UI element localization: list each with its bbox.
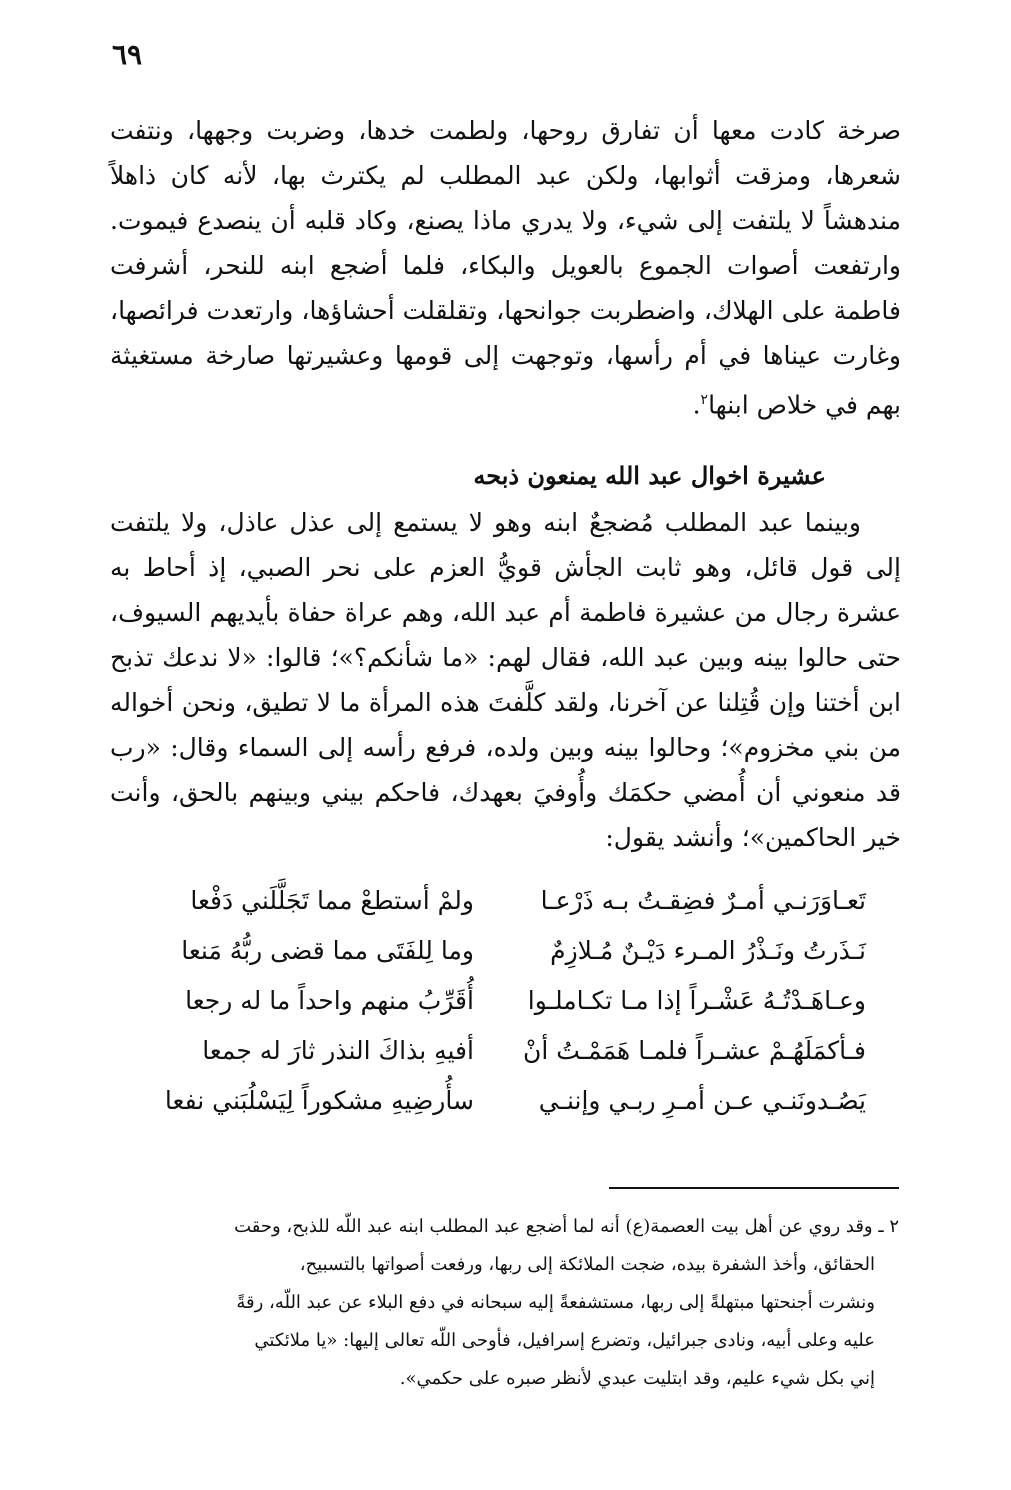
poem-verse xyxy=(140,876,866,926)
poem-verse xyxy=(140,926,866,976)
footnote-line: عليه وعلى أبيه، ونادى جبرائيل، وتضرع إسرافيل، فأوحى اللّه تعالى إليها: «يا ملائكتي xyxy=(254,1330,875,1351)
footnote xyxy=(110,1208,899,1398)
page-number: ٦٩ xyxy=(112,38,143,71)
poem-hemistich-second: ولمْ أستطعْ مما تَجَلَّلَني دَفْعا xyxy=(190,886,474,915)
poem-verse xyxy=(140,976,866,1026)
poem-hemistich-second: أُقَرِّبُ منهم واحداً ما له رجعا xyxy=(185,986,474,1015)
poem-hemistich-second: سأُرضِيهِ مشكوراً لِيَسْلُبَني نفعا xyxy=(164,1086,474,1115)
paragraph-2: وبينما عبد المطلب مُضجعٌ ابنه وهو لا يستمع إلى عذل عاذل، ولا يلتفت إلى قول قائل، وهو ثابت الجأش قويُّ العزم على نحر الصبي، إذ أحاط به عشرة رجال من عشيرة فاطمة أم عبد الله، وهم عراة حفاة بأيديهم السيوف، حتى حالوا بينه وبين عبد الله، فقال لهم: «ما شأنكم؟»؛ قالوا: «لا ندعك تذبح ابن أختنا وإن قُتِلنا عن آخرنا، ولقد كلَّفتَ هذه المرأة ما لا تطيق، ونحن أخواله من بني مخزوم»؛ وحالوا بينه وبين ولده، فرفع رأسه إلى السماء وقال: «رب قد منعوني أن أُمضي حكمَك وأُوفيَ بعهدك، فاحكم بيني وبينهم بالحق، وأنت خير الحاكمين»؛ وأنشد يقول: xyxy=(110,508,901,852)
footnote-divider xyxy=(609,1187,899,1189)
poem-verse xyxy=(140,1026,866,1076)
footnote-line: ونشرت أجنحتها مبتهلةً إلى ربها، مستشفعةً إليه سبحانه في دفع البلاء عن عبد اللّه، رقةً xyxy=(236,1292,875,1313)
footnote-reference: ٢ xyxy=(700,392,709,408)
footnote-line: الحقائق، وأخذ الشفرة بيده، ضجت الملائكة إلى ربها، ورفعت أصواتها بالتسبيح، xyxy=(299,1254,875,1275)
poem-hemistich-first: يَصُـدونَنـي عـن أمـرِ ربـي وإننـي xyxy=(538,1086,866,1115)
poem-hemistich-first: فـأكمَلَهُـمْ عشـراً فلمـا هَمَمْـتُ أنْ xyxy=(523,1036,866,1065)
poem-verse xyxy=(140,1076,866,1126)
footnote-line: ٢ ـ وقد روي عن أهل بيت العصمة(ع) أنه لما أضجع عبد المطلب ابنه عبد اللّه للذبح، وحقت xyxy=(234,1216,899,1237)
poem-hemistich-first: تَعـاوَرَنـي أمـرٌ فضِقـتُ بـه ذَرْعـا xyxy=(540,886,866,915)
poem-hemistich-second: أفيهِ بذاكَ النذر ثارَ له جمعا xyxy=(202,1036,474,1065)
section-heading: عشيرة اخوال عبد الله يمنعون ذبحه xyxy=(473,461,826,490)
poem-hemistich-first: وعـاهَـدْتُـهُ عَشْـراً إذا مـا تكـاملـوا xyxy=(527,986,866,1015)
paragraph-1-text: صرخة كادت معها أن تفارق روحها، ولطمت خدها، وضربت وجهها، ونتفت شعرها، ومزقت أثوابها، ولكن عبد المطلب لم يكترث بها، لأنه كان ذاهلاً مندهشاً لا يلتفت إلى شيء، ولا يدري ماذا يصنع، وكاد قلبه أن ينصدع فيموت. وارتفعت أصوات الجموع بالعويل والبكاء، فلما أضجع ابنه للنحر، أشرفت فاطمة على الهلاك، واضطربت جوانحها، وتقلقلت أحشاؤها، وارتعدت فرائصها، وغارت عيناها في أم رأسها، وتوجهت إلى قومها وعشيرتها صارخة مستغيثة بهم في خلاص ابنها xyxy=(110,116,901,420)
poem-hemistich-first: نَـذَرتُ ونَـذْرُ المـرء دَيْـنٌ مُـلازِمٌ xyxy=(550,936,866,965)
poem-hemistich-second: وما لِلفَتَى مما قضى ربُّهُ مَنعا xyxy=(181,936,474,965)
paragraph-1 xyxy=(110,108,901,427)
paragraph-1-end: . xyxy=(692,390,701,420)
footnote-line: إني بكل شيء عليم، وقد ابتليت عبدي لأنظر صبره على حكمي». xyxy=(399,1368,875,1389)
poem xyxy=(140,876,866,1126)
